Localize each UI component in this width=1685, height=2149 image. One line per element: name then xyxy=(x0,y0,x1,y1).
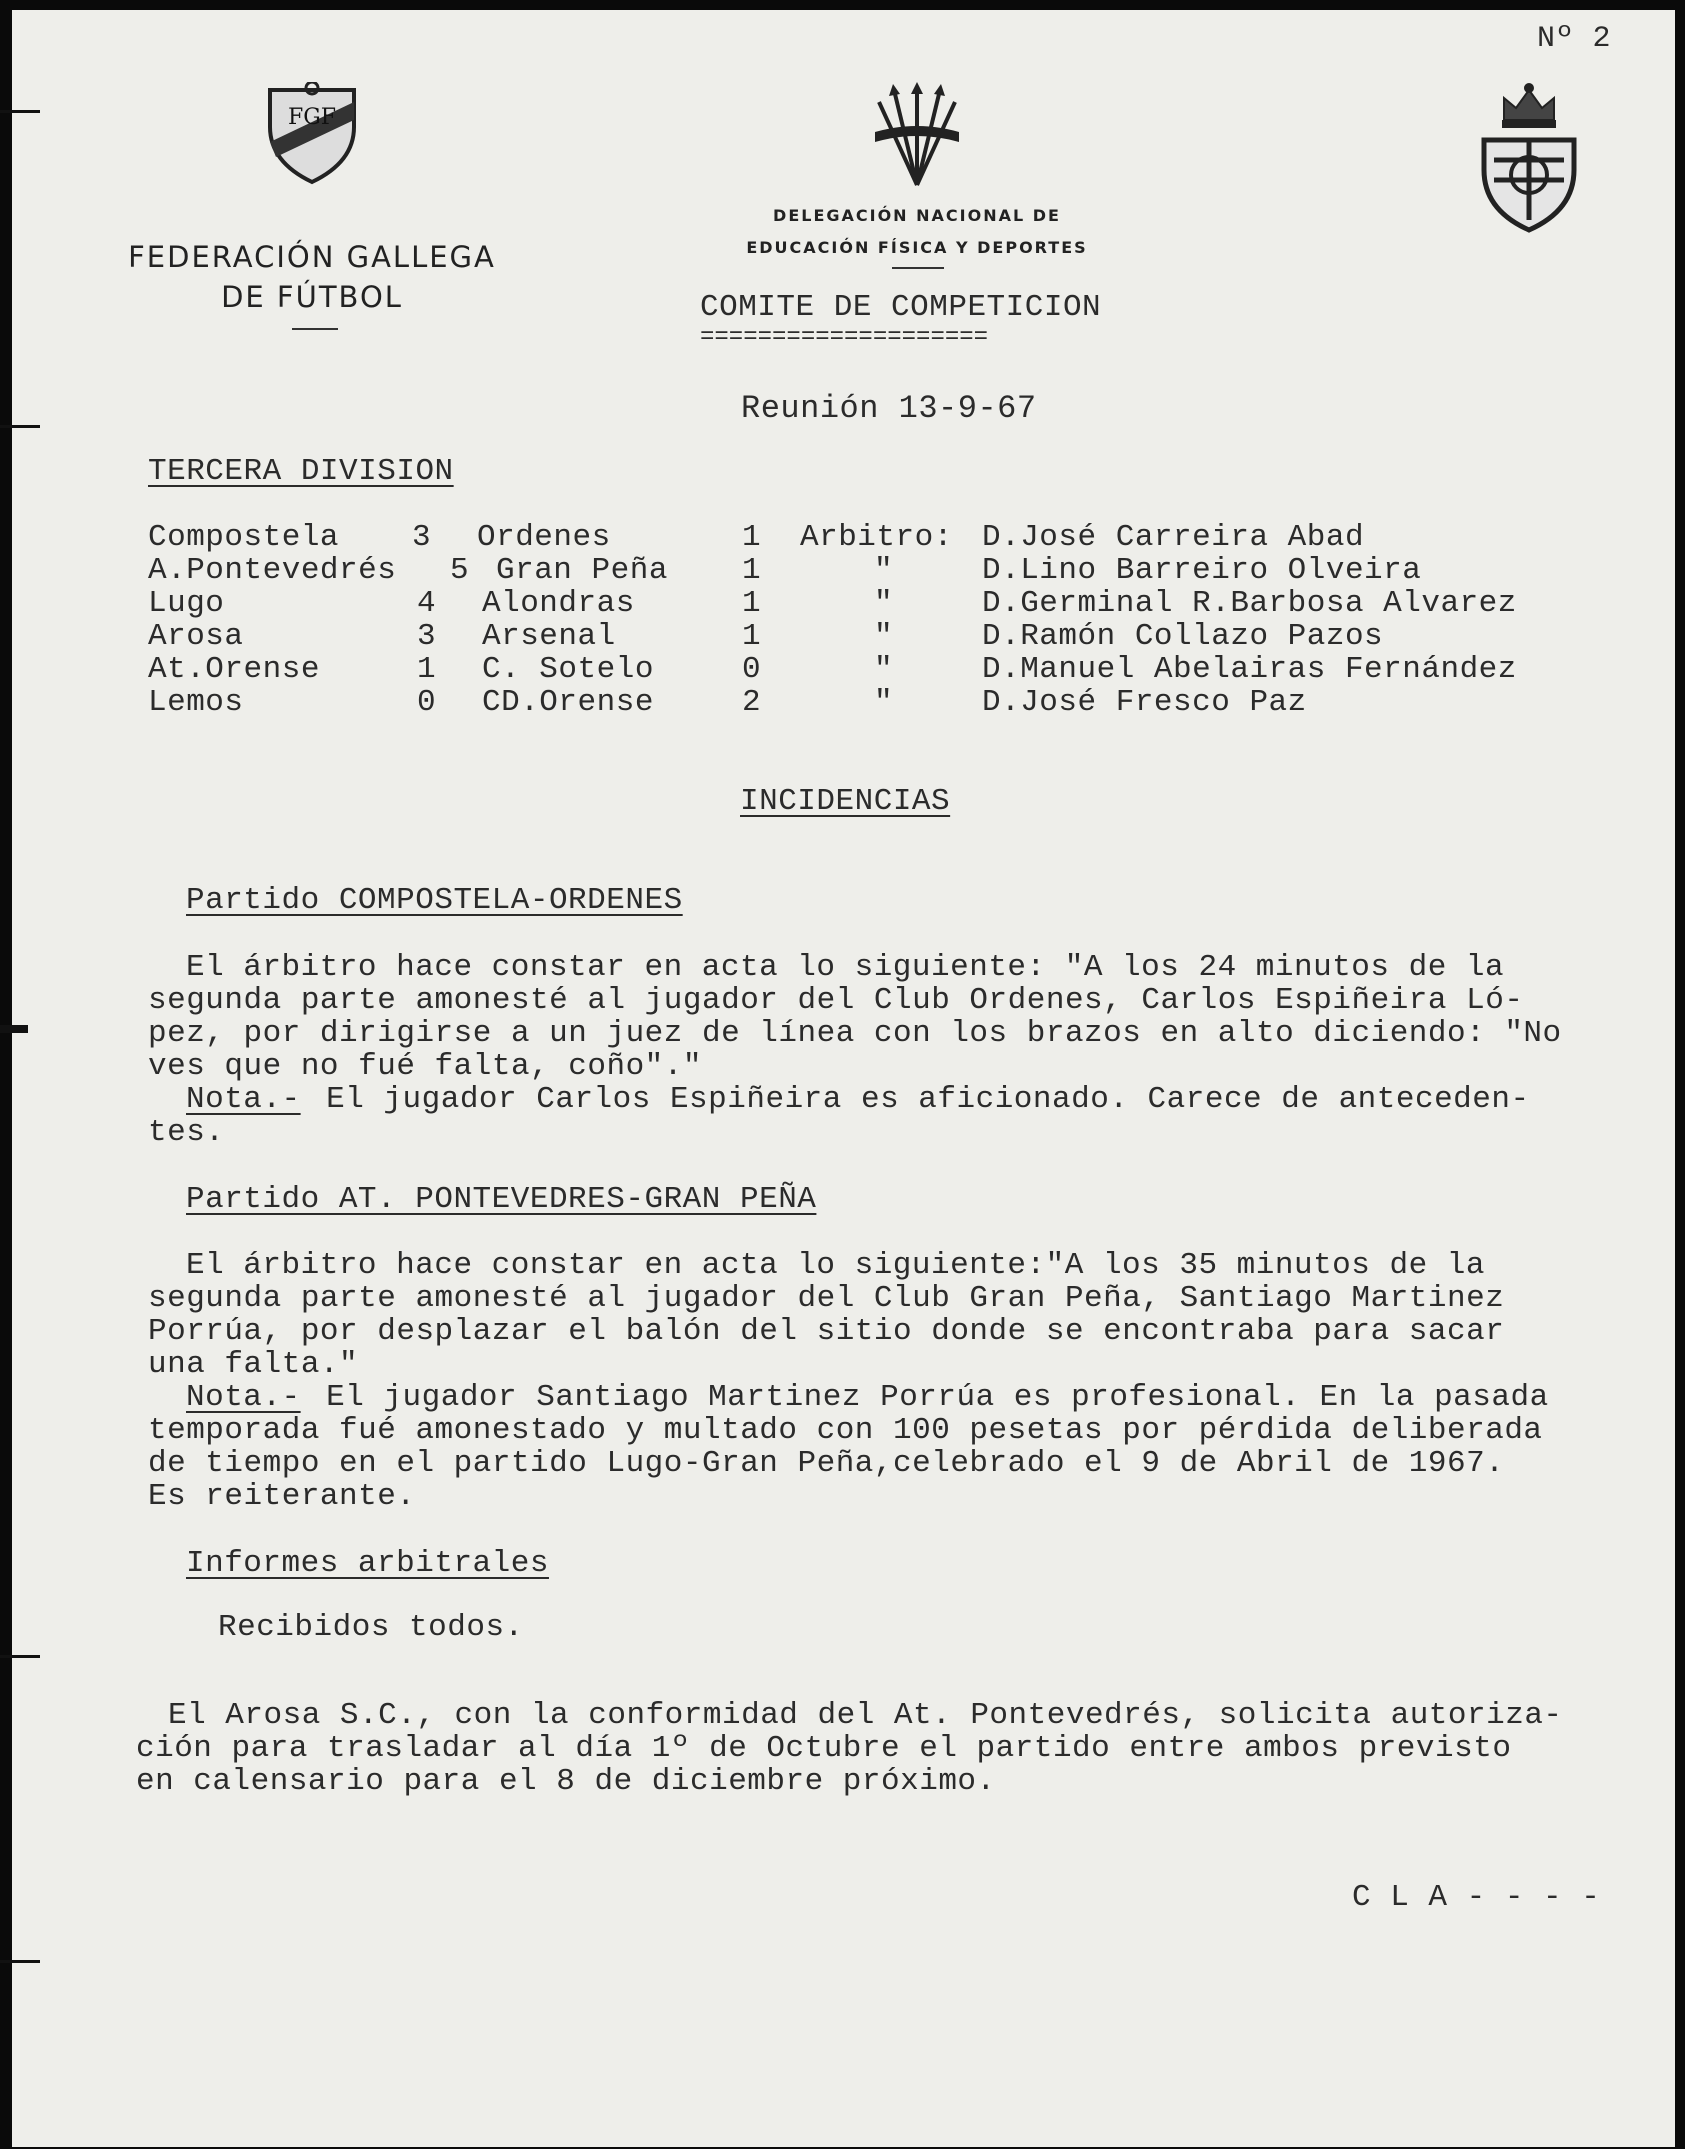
referee-name: D.Manuel Abelairas Fernández xyxy=(982,652,1517,687)
arosa-line: El Arosa S.C., con la conformidad del At. Pontevedrés, solicita autoriza- xyxy=(168,1698,1563,1733)
ditto-mark: " xyxy=(874,553,894,588)
royal-crest-icon xyxy=(1474,80,1584,240)
away-team: CD.Orense xyxy=(482,685,654,720)
match2-nota-label: Nota.- xyxy=(186,1380,301,1415)
home-score: 0 xyxy=(417,685,437,720)
away-team: C. Sotelo xyxy=(482,652,654,687)
arosa-line: en calensario para el 8 de diciembre próximo. xyxy=(136,1764,996,1799)
committee-rule: ==================== xyxy=(700,324,989,351)
federation-name-line1: FEDERACIÓN GALLEGA xyxy=(128,240,496,274)
margin-notch xyxy=(0,110,40,113)
yoke-arrows-emblem-icon xyxy=(867,80,967,190)
division-heading: TERCERA DIVISION xyxy=(148,454,454,489)
footer-initials: C L A - - - - xyxy=(1352,1880,1601,1915)
ditto-mark: " xyxy=(874,586,894,621)
match2-nota-cont: Es reiterante. xyxy=(148,1479,416,1514)
ditto-mark: " xyxy=(874,652,894,687)
home-team: Arosa xyxy=(148,619,244,654)
match1-line: segunda parte amonesté al jugador del Club Ordenes, Carlos Espiñeira Ló- xyxy=(148,983,1524,1018)
away-score: 0 xyxy=(742,652,762,687)
incidencias-heading: INCIDENCIAS xyxy=(740,784,951,819)
referee-name: D.José Fresco Paz xyxy=(982,685,1307,720)
referee-label: Arbitro: xyxy=(800,520,953,555)
informes-text: Recibidos todos. xyxy=(218,1610,524,1645)
match2-line: Porrúa, por desplazar el balón del sitio donde se encontraba para sacar xyxy=(148,1314,1505,1349)
referee-name: D.Ramón Collazo Pazos xyxy=(982,619,1384,654)
informes-heading: Informes arbitrales xyxy=(186,1546,549,1581)
federation-crest-icon xyxy=(262,82,362,188)
arosa-line: ción para trasladar al día 1º de Octubre el partido entre ambos previsto xyxy=(136,1731,1512,1766)
away-team: Gran Peña xyxy=(496,553,668,588)
referee-name: D.José Carreira Abad xyxy=(982,520,1365,555)
delegation-line2: EDUCACIÓN FÍSICA Y DEPORTES xyxy=(746,238,1088,257)
away-score: 1 xyxy=(742,553,762,588)
match2-line: segunda parte amonesté al jugador del Club Gran Peña, Santiago Martinez xyxy=(148,1281,1505,1316)
referee-name: D.Germinal R.Barbosa Alvarez xyxy=(982,586,1517,621)
home-score: 4 xyxy=(417,586,437,621)
margin-notch xyxy=(0,425,40,428)
away-team: Alondras xyxy=(482,586,635,621)
page-number: Nº 2 xyxy=(1537,22,1612,56)
committee-title: COMITE DE COMPETICION xyxy=(700,290,1102,325)
margin-notch xyxy=(0,1960,40,1963)
match2-line: El árbitro hace constar en acta lo siguiente:"A los 35 minutos de la xyxy=(186,1248,1486,1283)
match2-nota-cont: temporada fué amonestado y multado con 100 pesetas por pérdida deliberada xyxy=(148,1413,1543,1448)
match1-line: ves que no fué falta, coño"." xyxy=(148,1049,702,1084)
away-score: 1 xyxy=(742,520,762,555)
ditto-mark: " xyxy=(874,619,894,654)
home-team: A.Pontevedrés xyxy=(148,553,397,588)
referee-name: D.Lino Barreiro Olveira xyxy=(982,553,1422,588)
home-score: 5 xyxy=(450,553,470,588)
match2-title: Partido AT. PONTEVEDRES-GRAN PEÑA xyxy=(186,1182,817,1217)
federation-name-line2: DE FÚTBOL xyxy=(221,280,403,314)
match2-nota-text: El jugador Santiago Martinez Porrúa es profesional. En la pasada xyxy=(307,1380,1549,1415)
match1-line: pez, por dirigirse a un juez de línea con los brazos en alto diciendo: "No xyxy=(148,1016,1562,1051)
home-team: Lugo xyxy=(148,586,225,621)
meeting-date: Reunión 13-9-67 xyxy=(741,390,1037,427)
margin-notch xyxy=(0,1655,40,1658)
home-score: 3 xyxy=(417,619,437,654)
away-score: 2 xyxy=(742,685,762,720)
away-score: 1 xyxy=(742,586,762,621)
document-page xyxy=(12,10,1675,2147)
away-team: Ordenes xyxy=(477,520,611,555)
federation-divider xyxy=(292,328,338,330)
delegation-line1: DELEGACIÓN NACIONAL DE xyxy=(773,206,1061,225)
match1-nota-text: El jugador Carlos Espiñeira es aficionado. Carece de anteceden- xyxy=(307,1082,1530,1117)
away-score: 1 xyxy=(742,619,762,654)
home-score: 3 xyxy=(412,520,432,555)
home-team: Compostela xyxy=(148,520,340,555)
match1-title: Partido COMPOSTELA-ORDENES xyxy=(186,883,683,918)
away-team: Arsenal xyxy=(482,619,616,654)
home-team: At.Orense xyxy=(148,652,320,687)
home-team: Lemos xyxy=(148,685,244,720)
match2-line: una falta." xyxy=(148,1347,359,1382)
margin-notch xyxy=(0,1025,28,1033)
match1-nota-cont: tes. xyxy=(148,1115,225,1150)
ditto-mark: " xyxy=(874,685,894,720)
match2-nota-cont: de tiempo en el partido Lugo-Gran Peña,celebrado el 9 de Abril de 1967. xyxy=(148,1446,1505,1481)
home-score: 1 xyxy=(417,652,437,687)
svg-text:FGF: FGF xyxy=(287,105,337,130)
match1-nota-label: Nota.- xyxy=(186,1082,301,1117)
match1-line: El árbitro hace constar en acta lo siguiente: "A los 24 minutos de la xyxy=(186,950,1505,985)
delegation-divider xyxy=(892,267,944,269)
